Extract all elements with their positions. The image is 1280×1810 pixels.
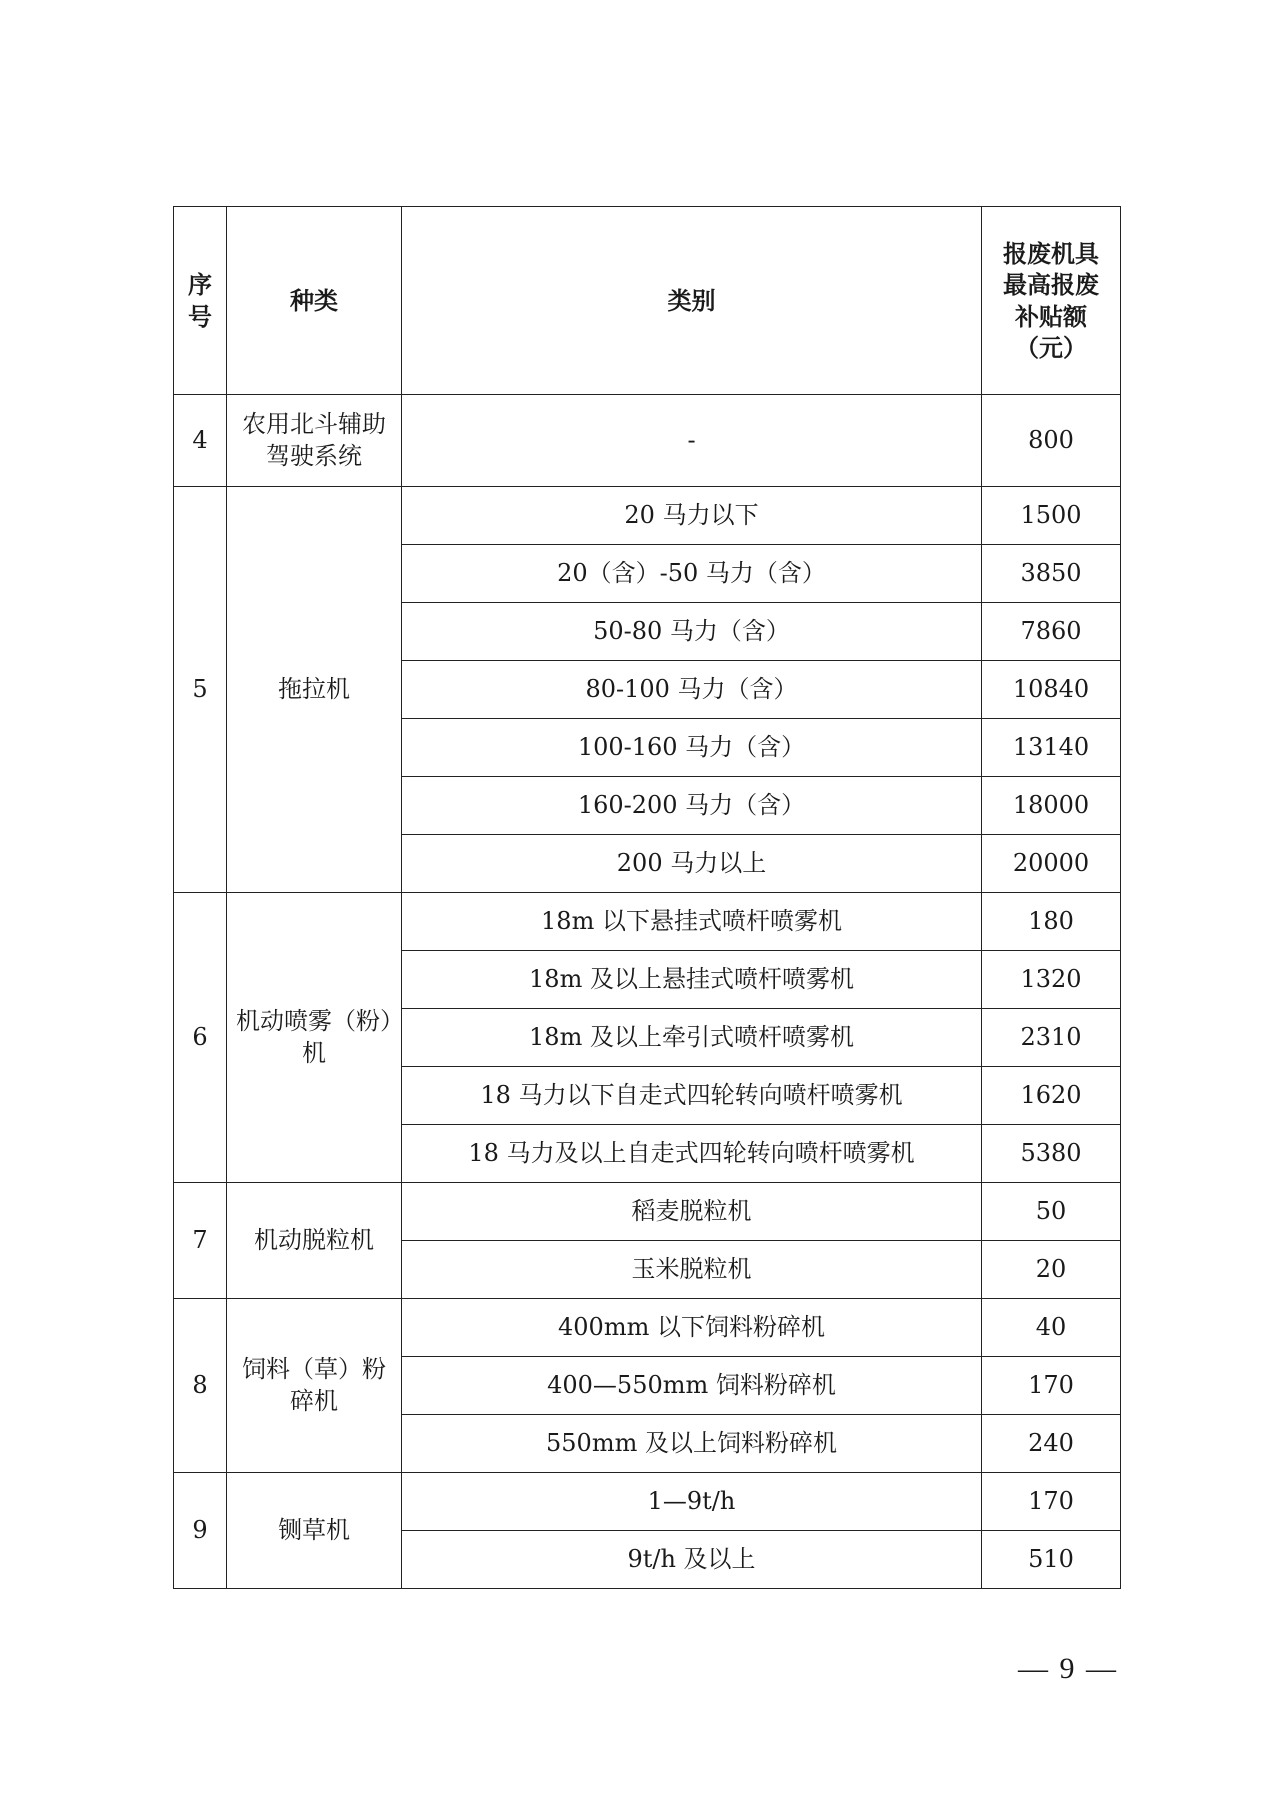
cell-seq: 6 [174, 893, 227, 1183]
header-seq [174, 207, 227, 395]
cell-category: 160-200 马力（含） [402, 777, 982, 835]
cell-seq: 8 [174, 1299, 227, 1473]
table-header-row [174, 207, 1121, 395]
cell-amount: 7860 [982, 603, 1121, 661]
cell-amount: 50 [982, 1183, 1121, 1241]
cell-category: 9t/h 及以上 [402, 1531, 982, 1589]
cell-category: 18m 以下悬挂式喷杆喷雾机 [402, 893, 982, 951]
cell-category: 1—9t/h [402, 1473, 982, 1531]
cell-category: 200 马力以上 [402, 835, 982, 893]
cell-category: 80-100 马力（含） [402, 661, 982, 719]
cell-category: 400—550mm 饲料粉碎机 [402, 1357, 982, 1415]
cell-category: 18m 及以上悬挂式喷杆喷雾机 [402, 951, 982, 1009]
header-amount-line: （元） [1015, 332, 1087, 362]
header-amount-line: 补贴额 [1015, 301, 1087, 331]
cell-category: 18m 及以上牵引式喷杆喷雾机 [402, 1009, 982, 1067]
cell-amount: 18000 [982, 777, 1121, 835]
cell-seq: 5 [174, 487, 227, 893]
header-seq-line: 号 [188, 301, 212, 331]
cell-amount: 5380 [982, 1125, 1121, 1183]
cell-kind: 铡草机 [227, 1473, 402, 1589]
header-kind: 种类 [227, 207, 402, 395]
cell-amount: 40 [982, 1299, 1121, 1357]
cell-amount: 170 [982, 1473, 1121, 1531]
cell-amount: 13140 [982, 719, 1121, 777]
table-row [174, 1183, 1121, 1241]
cell-amount: 1500 [982, 487, 1121, 545]
cell-category: 100-160 马力（含） [402, 719, 982, 777]
cell-kind: 农用北斗辅助驾驶系统 [227, 395, 402, 487]
cell-amount: 1320 [982, 951, 1121, 1009]
cell-amount: 170 [982, 1357, 1121, 1415]
table-body [174, 395, 1121, 1589]
cell-amount: 20000 [982, 835, 1121, 893]
cell-category: 18 马力及以上自走式四轮转向喷杆喷雾机 [402, 1125, 982, 1183]
cell-category: 50-80 马力（含） [402, 603, 982, 661]
cell-category: 550mm 及以上饲料粉碎机 [402, 1415, 982, 1473]
cell-category: 玉米脱粒机 [402, 1241, 982, 1299]
cell-amount: 10840 [982, 661, 1121, 719]
cell-amount: 20 [982, 1241, 1121, 1299]
cell-category: 稻麦脱粒机 [402, 1183, 982, 1241]
cell-amount: 3850 [982, 545, 1121, 603]
cell-category: 400mm 以下饲料粉碎机 [402, 1299, 982, 1357]
header-category: 类别 [402, 207, 982, 395]
page-number: — 9 — [1018, 1652, 1118, 1685]
table-row [174, 1473, 1121, 1531]
header-amount-line: 报废机具 [1003, 239, 1099, 269]
cell-amount: 800 [982, 395, 1121, 487]
cell-amount: 180 [982, 893, 1121, 951]
table-row [174, 395, 1121, 487]
cell-category: 20（含）-50 马力（含） [402, 545, 982, 603]
cell-seq: 7 [174, 1183, 227, 1299]
cell-amount: 2310 [982, 1009, 1121, 1067]
table-row [174, 1299, 1121, 1357]
cell-seq: 4 [174, 395, 227, 487]
table-row [174, 893, 1121, 951]
cell-seq: 9 [174, 1473, 227, 1589]
cell-amount: 510 [982, 1531, 1121, 1589]
cell-amount: 1620 [982, 1067, 1121, 1125]
cell-kind: 机动脱粒机 [227, 1183, 402, 1299]
header-amount-line: 最高报废 [1003, 270, 1099, 300]
cell-amount: 240 [982, 1415, 1121, 1473]
cell-category: - [402, 395, 982, 487]
cell-category: 20 马力以下 [402, 487, 982, 545]
cell-kind: 拖拉机 [227, 487, 402, 893]
table-row [174, 487, 1121, 545]
subsidy-table [173, 206, 1121, 1589]
cell-category: 18 马力以下自走式四轮转向喷杆喷雾机 [402, 1067, 982, 1125]
cell-kind: 饲料（草）粉碎机 [227, 1299, 402, 1473]
header-amount [982, 207, 1121, 395]
header-seq-line: 序 [188, 270, 212, 300]
cell-kind: 机动喷雾（粉）机 [227, 893, 402, 1183]
